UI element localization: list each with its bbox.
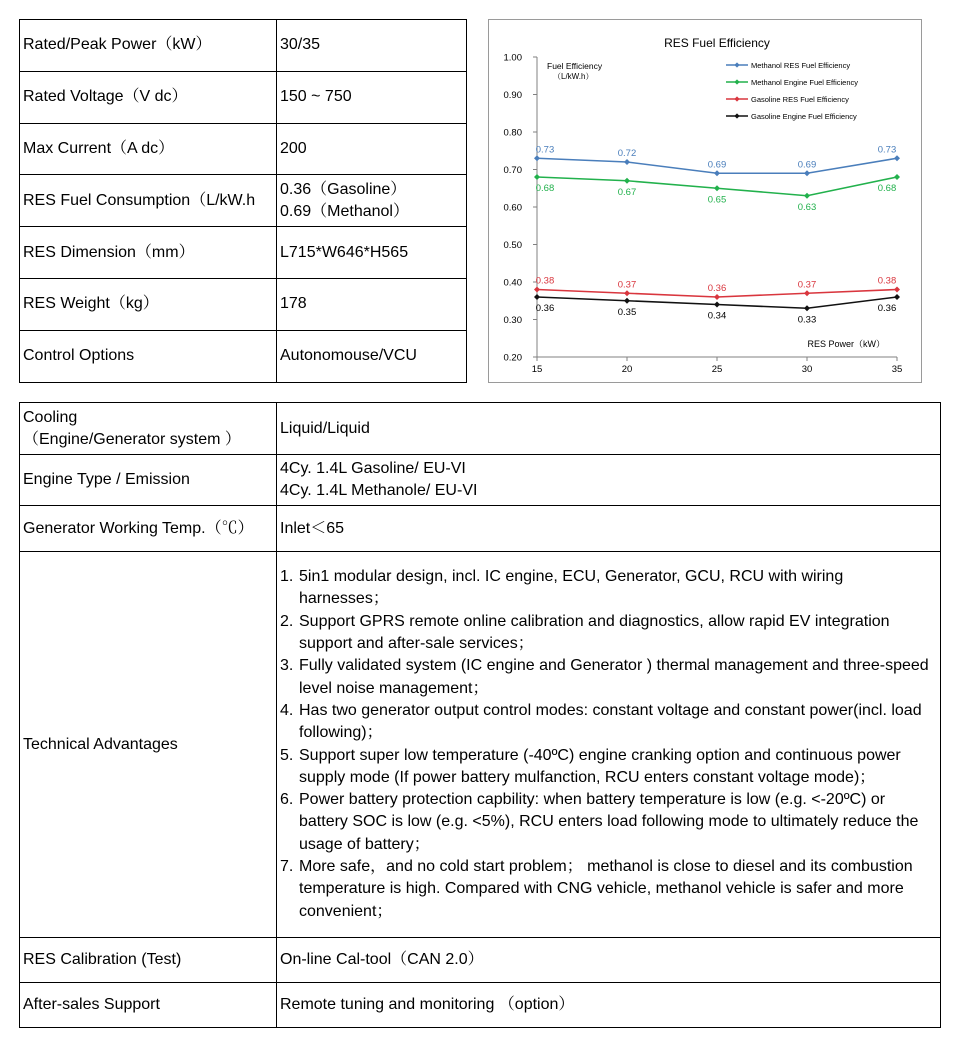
technical-advantages-cell: [277, 552, 941, 938]
y-tick-label: 1.00: [503, 52, 522, 64]
spec-value: 178: [277, 278, 467, 330]
list-item-text: More safe，and no cold start problem； methanol is close to diesel and its combustion temperature is high. Compared with CNG vehicle, methanol vehicle is safer and more convenient；: [299, 857, 913, 920]
table-row: [20, 506, 941, 552]
technical-advantages-list: [280, 566, 937, 923]
data-label: 0.68: [535, 183, 555, 194]
x-tick-label: 30: [801, 364, 813, 375]
table-row: [20, 227, 467, 279]
data-label: 0.72: [617, 148, 637, 159]
y-axis-label: Fuel Efficiency: [547, 61, 603, 71]
list-item-number: 6.: [280, 791, 294, 809]
data-point: [804, 193, 810, 199]
chart-canvas: [489, 20, 921, 382]
after-sales-label: After-sales Support: [20, 983, 277, 1028]
data-point: [534, 287, 540, 293]
spec-value: Autonomouse/VCU: [277, 330, 467, 382]
spec-value: 30/35: [277, 20, 467, 72]
list-item-number: 7.: [280, 857, 294, 875]
list-item-number: 5.: [280, 746, 294, 764]
data-point: [804, 290, 810, 296]
list-item-text: Power battery protection capbility: when battery temperature is low (e.g. <-20ºC) or battery SOC is low (e.g. <5%), RCU enters load following mode to ultimately reduce the usage of battery；: [299, 791, 919, 853]
data-label: 0.35: [617, 306, 637, 318]
spec-value: 150 ~ 750: [277, 71, 467, 123]
data-label: 0.36: [535, 303, 555, 314]
spec-label: Max Current（A dc）: [20, 123, 277, 175]
legend-entry: Gasoline RES Fuel Efficiency: [751, 95, 849, 104]
data-point: [534, 155, 540, 161]
y-tick-label: 0.40: [503, 277, 522, 289]
calibration-label: RES Calibration (Test): [20, 938, 277, 983]
data-label: 0.38: [877, 275, 897, 287]
technical-advantages-label: Technical Advantages: [20, 552, 277, 938]
data-point: [894, 294, 900, 300]
data-point: [624, 178, 630, 184]
chart-title: RES Fuel Efficiency: [664, 36, 770, 50]
list-item: [280, 789, 937, 856]
data-label: 0.69: [707, 159, 727, 171]
data-point: [534, 294, 540, 300]
y-tick-label: 0.60: [503, 202, 522, 214]
data-point: [714, 185, 720, 191]
table-row: [20, 175, 467, 227]
list-item: [280, 745, 937, 790]
list-item-text: 5in1 modular design, incl. IC engine, ECU, Generator, GCU, RCU with wiring harnesses；: [299, 568, 844, 608]
data-point: [804, 305, 810, 311]
list-item: [280, 566, 937, 611]
table-row: [20, 938, 941, 983]
y-tick-label: 0.90: [503, 90, 522, 101]
bottom-spec-table: [19, 402, 941, 1028]
spec-label: Rated Voltage（V dc）: [20, 71, 277, 123]
legend-entry: Methanol RES Fuel Efficiency: [751, 61, 851, 70]
x-tick-label: 15: [531, 364, 543, 375]
y-axis-label-unit: （L/kW.h）: [553, 72, 594, 81]
data-point: [714, 294, 720, 300]
data-point: [624, 298, 630, 304]
after-sales-value: Remote tuning and monitoring （option）: [277, 983, 941, 1028]
legend-entry: Methanol Engine Fuel Efficiency: [751, 78, 859, 87]
generator-temp-value: Inlet＜65: [277, 506, 941, 552]
list-item-text: Support super low temperature (-40ºC) engine cranking option and continuous power supply mode (If power battery mulfanction, RCU enters constant voltage mode)；: [299, 746, 901, 786]
list-item: [280, 700, 937, 745]
spec-label: RES Dimension（mm）: [20, 227, 277, 279]
data-label: 0.38: [535, 275, 555, 287]
list-item: [280, 655, 937, 700]
legend-entry: Gasoline Engine Fuel Efficiency: [751, 112, 857, 121]
generator-temp-label: Generator Working Temp.（℃）: [20, 506, 277, 552]
fuel-efficiency-chart: [488, 19, 922, 383]
data-label: 0.34: [707, 310, 727, 322]
data-label: 0.68: [877, 183, 897, 194]
x-tick-label: 25: [711, 364, 723, 375]
list-item-number: 2.: [280, 612, 294, 630]
engine-type-label: Engine Type / Emission: [20, 455, 277, 506]
spec-label: Control Options: [20, 330, 277, 382]
list-item-number: 3.: [280, 657, 294, 675]
list-item-text: Fully validated system (IC engine and Generator ) thermal management and three-speed level noise management；: [299, 657, 929, 697]
engine-type-value: 4Cy. 1.4L Gasoline/ EU-VI 4Cy. 1.4L Methanole/ EU-VI: [277, 455, 941, 506]
x-tick-label: 35: [891, 364, 903, 375]
data-label: 0.36: [877, 303, 897, 314]
table-row: [20, 455, 941, 506]
y-tick-label: 0.50: [503, 240, 522, 251]
list-item: [280, 611, 937, 656]
list-item: [280, 856, 937, 923]
data-point: [894, 287, 900, 293]
legend-marker: [734, 113, 739, 118]
data-label: 0.73: [877, 144, 897, 156]
legend-marker: [734, 96, 739, 101]
y-tick-label: 0.80: [503, 127, 522, 139]
top-spec-table: [19, 19, 467, 383]
legend-marker: [734, 62, 739, 67]
table-row: [20, 71, 467, 123]
spec-value: 200: [277, 123, 467, 175]
list-item-text: Support GPRS remote online calibration and diagnostics, allow rapid EV integration support and after-sale services；: [299, 612, 890, 653]
calibration-value: On-line Cal-tool（CAN 2.0）: [277, 938, 941, 983]
data-label: 0.37: [617, 279, 637, 291]
data-label: 0.67: [617, 186, 637, 198]
data-label: 0.63: [797, 201, 817, 213]
table-row: [20, 278, 467, 330]
data-point: [624, 159, 630, 165]
table-row: [20, 20, 467, 72]
spec-label: Rated/Peak Power（kW）: [20, 20, 277, 72]
spec-label: RES Weight（kg）: [20, 278, 277, 330]
list-item-text: Has two generator output control modes: constant voltage and constant power(incl. load following)；: [299, 701, 922, 742]
spec-value: 0.36（Gasoline） 0.69（Methanol）: [277, 175, 467, 227]
data-point: [624, 290, 630, 296]
data-point: [714, 302, 720, 308]
y-tick-label: 0.70: [503, 165, 522, 176]
data-point: [534, 174, 540, 180]
table-row: [20, 123, 467, 175]
data-label: 0.69: [797, 159, 817, 171]
table-row: [20, 552, 941, 938]
y-tick-label: 0.20: [503, 352, 522, 364]
data-point: [894, 155, 900, 161]
spec-label: RES Fuel Consumption（L/kW.h: [20, 175, 277, 227]
data-label: 0.73: [535, 144, 555, 156]
list-item-number: 1.: [280, 568, 294, 586]
data-label: 0.33: [797, 314, 817, 326]
data-point: [894, 174, 900, 180]
x-axis-label: RES Power（kW）: [807, 339, 885, 349]
data-label: 0.37: [797, 279, 817, 291]
table-row: [20, 330, 467, 382]
cooling-label: Cooling （Engine/Generator system ）: [20, 403, 277, 455]
table-row: [20, 403, 941, 455]
y-tick-label: 0.30: [503, 315, 522, 326]
cooling-value: Liquid/Liquid: [277, 403, 941, 455]
legend-marker: [734, 79, 739, 84]
x-tick-label: 20: [621, 364, 633, 375]
data-label: 0.65: [707, 194, 727, 206]
data-point: [804, 170, 810, 176]
table-row: [20, 983, 941, 1028]
spec-value: L715*W646*H565: [277, 227, 467, 279]
list-item-number: 4.: [280, 701, 294, 719]
data-point: [714, 170, 720, 176]
data-label: 0.36: [707, 283, 727, 294]
